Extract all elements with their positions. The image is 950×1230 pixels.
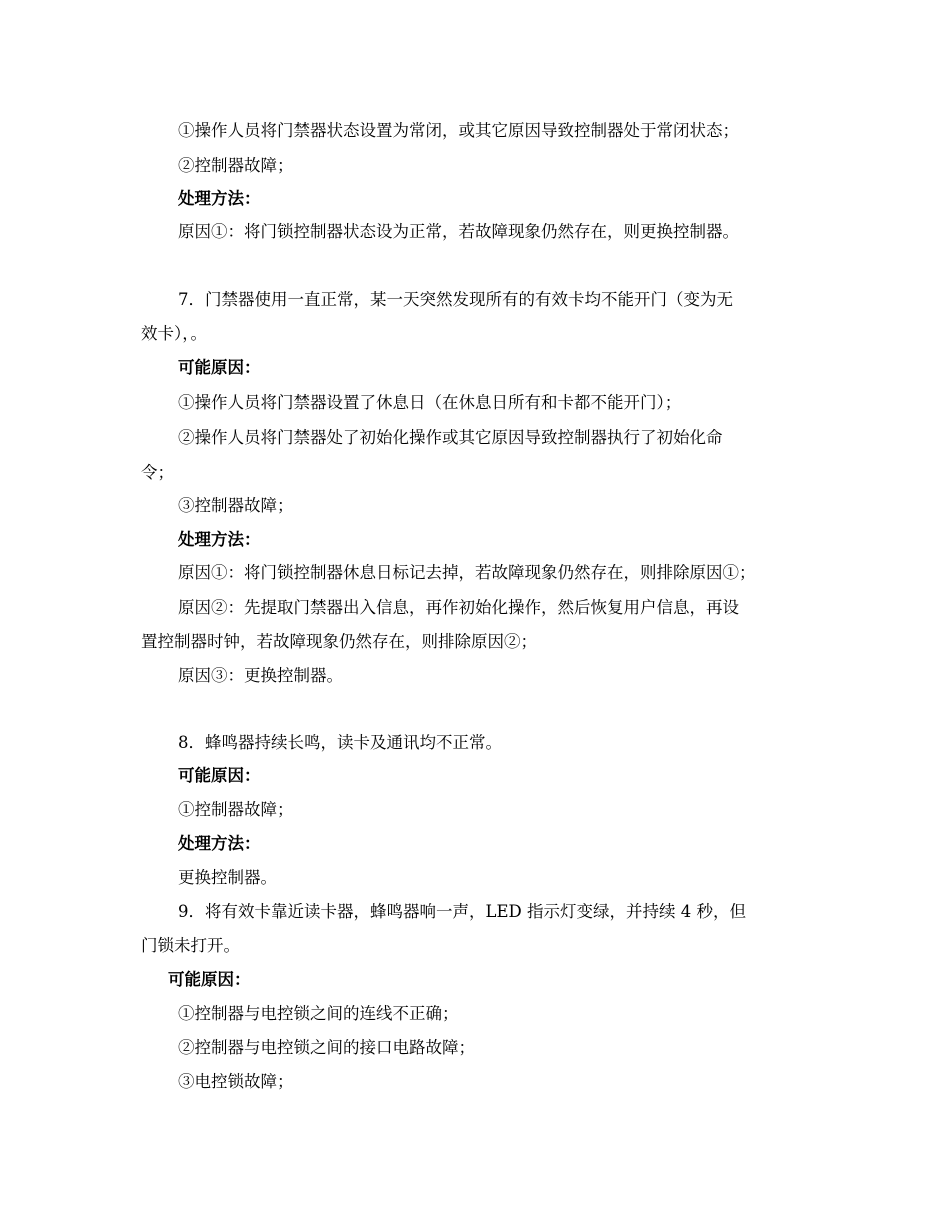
sec7-cause-1: ①操作人员将门禁器设置了休息日（在休息日所有和卡都不能开门）；: [178, 393, 682, 412]
sec7-solution-2-line1: 原因②：先提取门禁器出入信息，再作初始化操作，然后恢复用户信息，再设: [178, 598, 739, 617]
sec7-solution-3: 原因③：更换控制器。: [178, 666, 343, 685]
sec7-solution-1: 原因①：将门锁控制器休息日标记去掉，若故障现象仍然存在，则排除原因①；: [178, 563, 756, 582]
sec6-solution-1: 原因①：将门锁控制器状态设为正常，若故障现象仍然存在，则更换控制器。: [178, 222, 739, 241]
sec6-cause-1: ①操作人员将门禁器状态设置为常闭，或其它原因导致控制器处于常闭状态；: [178, 121, 739, 140]
sec9-cause-1: ①控制器与电控锁之间的连线不正确；: [178, 1004, 459, 1023]
sec7-cause-3: ③控制器故障；: [178, 496, 294, 515]
sec7-causes-heading: 可能原因：: [178, 358, 261, 377]
sec6-solution-heading: 处理方法：: [178, 189, 261, 208]
sec8-causes-heading: 可能原因：: [178, 766, 261, 785]
sec8-title: 8．蜂鸣器持续长鸣，读卡及通讯均不正常。: [178, 733, 502, 752]
sec7-title-line1: 7．门禁器使用一直正常，某一天突然发现所有的有效卡均不能开门（变为无: [178, 290, 733, 309]
sec7-cause-2-line1: ②操作人员将门禁器处了初始化操作或其它原因导致控制器执行了初始化命: [178, 428, 723, 447]
sec8-solution-heading: 处理方法：: [178, 834, 261, 853]
sec6-cause-2: ②控制器故障；: [178, 156, 294, 175]
sec7-cause-2-line2: 令；: [141, 463, 174, 482]
sec7-solution-heading: 处理方法：: [178, 530, 261, 549]
sec9-cause-3: ③电控锁故障；: [178, 1072, 294, 1091]
sec8-solution-1: 更换控制器。: [178, 868, 277, 887]
sec9-title-line2: 门锁未打开。: [141, 936, 240, 955]
sec7-solution-2-line2: 置控制器时钟，若故障现象仍然存在，则排除原因②；: [141, 632, 537, 651]
sec7-title-line2: 效卡），。: [141, 324, 207, 343]
sec8-cause-1: ①控制器故障；: [178, 800, 294, 819]
sec9-title-line1: 9．将有效卡靠近读卡器，蜂鸣器响一声，LED 指示灯变绿，并持续 4 秒，但: [178, 902, 746, 921]
sec9-causes-heading: 可能原因：: [168, 970, 251, 989]
sec9-cause-2: ②控制器与电控锁之间的接口电路故障；: [178, 1038, 475, 1057]
